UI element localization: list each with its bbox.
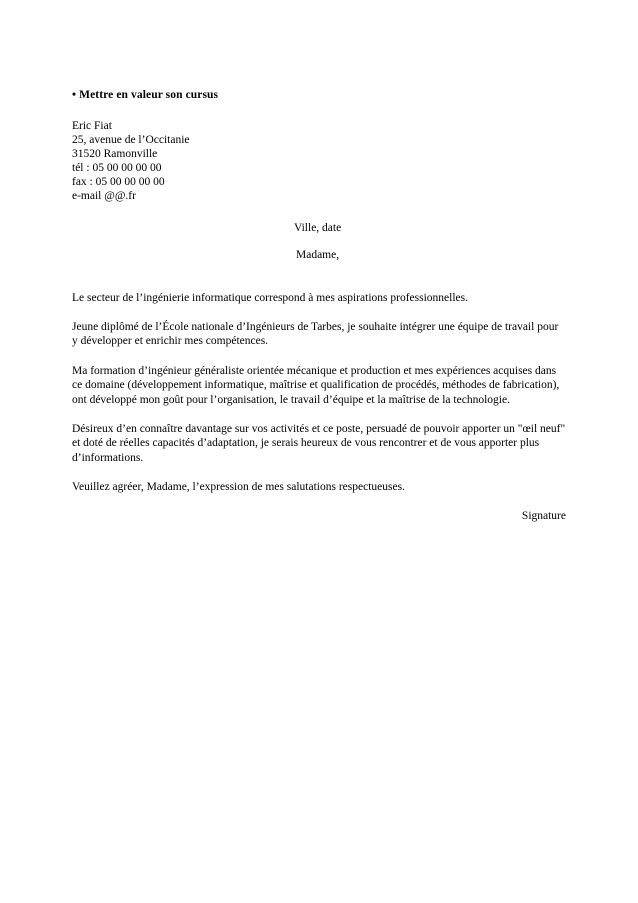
- paragraph-motivation: Désireux d’en connaître davantage sur vos activités et ce poste, persuadé de pouvoir apporter un "œil neuf" et doté de réelles capacités d’adaptation, je serais heureux de vous rencontrer et de vous apporter plus d’informations.: [72, 422, 566, 464]
- sender-name: Eric Fiat: [72, 120, 112, 132]
- page-title: [72, 88, 566, 102]
- letter-paragraphs: [72, 291, 566, 495]
- signature: Signature: [521, 509, 566, 522]
- sender-email: e-mail @@.fr: [72, 190, 136, 203]
- salutation: Madame,: [296, 248, 340, 261]
- place-and-date: Ville, date: [294, 221, 342, 234]
- sender-city: 31520 Ramonville: [72, 148, 158, 161]
- page-title-text: Mettre en valeur son cursus: [79, 89, 219, 101]
- bullet-icon: •: [72, 89, 77, 101]
- paragraph-education: Jeune diplômé de l’École nationale d’Ingénieurs de Tarbes, je souhaite intégrer une équipe de travail pour y développer et enrichir mes compétences.: [72, 320, 559, 348]
- sender-address-block: [72, 119, 566, 204]
- paragraph-closing: Veuillez agréer, Madame, l’expression de mes salutations respectueuses.: [72, 481, 405, 494]
- letter-body: [72, 88, 566, 534]
- paragraph-intro: Le secteur de l’ingénierie informatique correspond à mes aspirations professionnelles.: [72, 291, 468, 304]
- sender-street: 25, avenue de l’Occitanie: [72, 134, 190, 147]
- paragraph-experience: Ma formation d’ingénieur généraliste orientée mécanique et production et mes expériences acquises dans ce domaine (développement informatique, maîtrise et qualification de procédés, méthodes de fabrication), ont développé mon goût pour l’organisation, le travail d’équipe et la maîtrise de la technologie.: [72, 364, 560, 406]
- sender-phone: tél : 05 00 00 00 00: [72, 162, 162, 175]
- sender-fax: fax : 05 00 00 00 00: [72, 176, 165, 189]
